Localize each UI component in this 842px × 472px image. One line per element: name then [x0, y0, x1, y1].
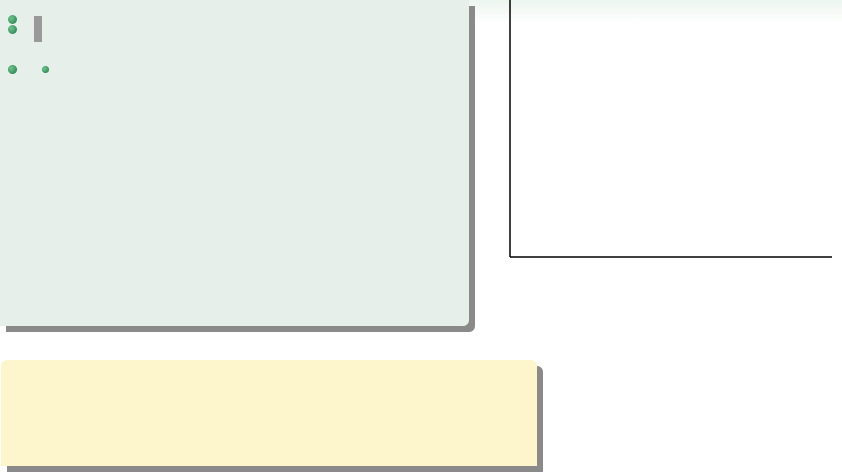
- bullet-list: [6, 4, 468, 54]
- philosophy-note: [1, 360, 537, 466]
- function-plot: [478, 0, 842, 300]
- bullet-box: [0, 0, 469, 326]
- highlighted-term: [34, 16, 42, 42]
- bullet-item-deterministic-noise: [6, 14, 468, 44]
